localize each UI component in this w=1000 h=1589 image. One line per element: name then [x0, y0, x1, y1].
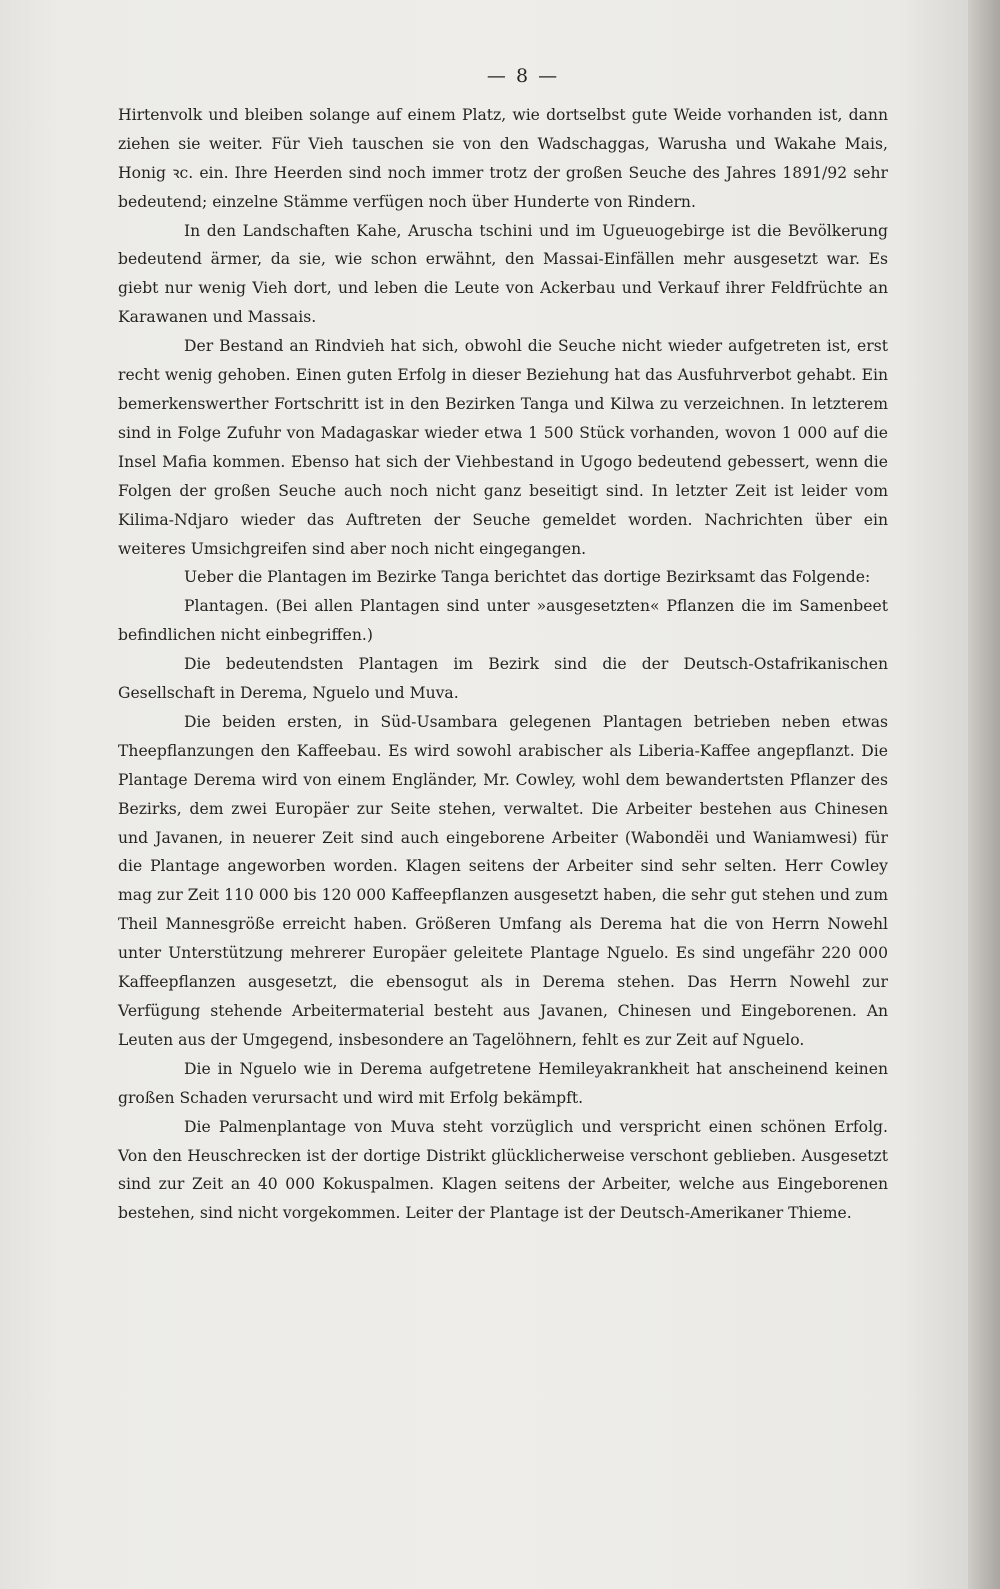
paragraph: Hirtenvolk und bleiben solange auf einem Platz, wie dortselbst gute Weide vorhanden ist, dann ziehen sie weiter. Für Vieh tauschen sie von den Wadschaggas, Warusha und Wakahe Mais, Honig ꝛc. ein. Ihre Heerden sind noch immer trotz der großen Seuche des Jahres 1891/92 sehr bedeutend; einzelne Stämme verfügen noch über Hunderte von Rindern. — [118, 105, 888, 211]
document-page — [118, 62, 888, 1228]
paragraph: In den Landschaften Kahe, Aruscha tschini und im Ugueuogebirge ist die Bevölkerung bedeutend ärmer, da sie, wie schon erwähnt, den Massai-Einfällen mehr ausgesetzt war. Es giebt nur wenig Vieh dort, und leben die Leute von Ackerbau und Verkauf ihrer Feldfrüchte an Karawanen und Massais. — [118, 221, 888, 327]
page-number: — 8 — — [486, 65, 560, 87]
paragraph: Ueber die Plantagen im Bezirke Tanga berichtet das dortige Bezirksamt das Folgende: — [184, 568, 871, 587]
paragraph: Plantagen. (Bei allen Plantagen sind unter »ausgesetzten« Pflanzen die im Samenbeet befindlichen nicht einbegriffen.) — [118, 597, 888, 645]
body-text — [118, 101, 888, 1228]
book-spine-shadow — [968, 0, 1000, 1589]
paragraph: Die Palmenplantage von Muva steht vorzüglich und verspricht einen schönen Erfolg. Von den Heuschrecken ist der dortige Distrikt glücklicherweise verschont geblieben. Ausgesetzt sind zur Zeit an 40 000 Kokuspalmen. Klagen seitens der Arbeiter, welche aus Eingeborenen bestehen, sind nicht vorgekommen. Leiter der Plantage ist der Deutsch-Amerikaner Thieme. — [118, 1117, 888, 1223]
paragraph: Die in Nguelo wie in Derema aufgetretene Hemileyakrankheit hat anscheinend keinen großen Schaden verursacht und wird mit Erfolg bekämpft. — [118, 1059, 888, 1107]
paragraph: Der Bestand an Rindvieh hat sich, obwohl die Seuche nicht wieder aufgetreten ist, erst recht wenig gehoben. Einen guten Erfolg in dieser Beziehung hat das Ausfuhrverbot gehabt. Ein bemerkenswerther Fortschritt ist in den Bezirken Tanga und Kilwa zu verzeichnen. In letzterem sind in Folge Zufuhr von Madagaskar wieder etwa 1 500 Stück vorhanden, wovon 1 000 auf die Insel Mafia kommen. Ebenso hat sich der Viehbestand in Ugogo bedeutend gebessert, wenn die Folgen der großen Seuche auch noch nicht ganz beseitigt sind. In letzter Zeit ist leider vom Kilima-Ndjaro wieder das Auftreten der Seuche gemeldet worden. Nachrichten über ein weiteres Umsichgreifen sind aber noch nicht eingegangen. — [118, 337, 888, 558]
paragraph: Die bedeutendsten Plantagen im Bezirk sind die der Deutsch-Ostafrikanischen Gesellschaft in Derema, Nguelo und Muva. — [118, 655, 888, 703]
paragraph: Die beiden ersten, in Süd-Usambara gelegenen Plantagen betrieben neben etwas Theepflanzungen den Kaffeebau. Es wird sowohl arabischer als Liberia-Kaffee angepflanzt. Die Plantage Derema wird von einem Engländer, Mr. Cowley, wohl dem bewandertsten Pflanzer des Bezirks, dem zwei Europäer zur Seite stehen, verwaltet. Die Arbeiter bestehen aus Chinesen und Javanen, in neuerer Zeit sind auch eingeborene Arbeiter (Wabondëi und Waniamwesi) für die Plantage angeworben worden. Klagen seitens der Arbeiter sind sehr selten. Herr Cowley mag zur Zeit 110 000 bis 120 000 Kaffeepflanzen ausgesetzt haben, die sehr gut stehen und zum Theil Mannesgröße erreicht haben. Größeren Umfang als Derema hat die von Herrn Nowehl unter Unterstützung mehrerer Europäer geleitete Plantage Nguelo. Es sind ungefähr 220 000 Kaffeepflanzen ausgesetzt, die ebensogut als in Derema stehen. Das Herrn Nowehl zur Verfügung stehende Arbeitermaterial besteht aus Javanen, Chinesen und Eingeborenen. An Leuten aus der Umgegend, insbesondere an Tagelöhnern, fehlt es zur Zeit auf Nguelo. — [118, 712, 888, 1049]
